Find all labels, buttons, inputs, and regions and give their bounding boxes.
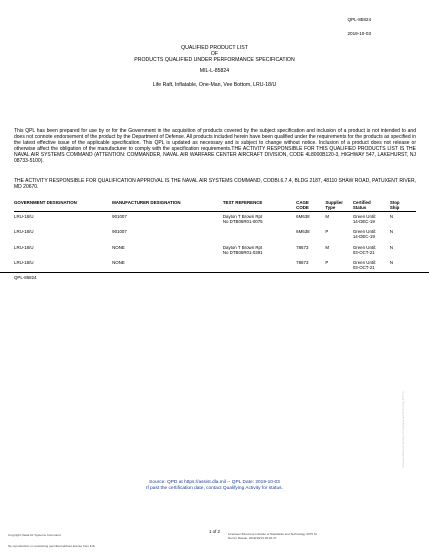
cell-gov: LRU-18/U bbox=[14, 244, 34, 250]
cell-gov: LRU-18/U bbox=[14, 259, 34, 265]
cell-supplier: P bbox=[325, 229, 329, 235]
table-row bbox=[14, 258, 416, 273]
cell-stop: N bbox=[389, 229, 393, 235]
col-mfr-designation: MANUFACTURER DESIGNATION bbox=[112, 200, 223, 212]
cell-supplier: P bbox=[325, 259, 329, 265]
cell-cage: 78673 bbox=[296, 259, 309, 265]
product-subtitle: Life Raft, Inflatable, One-Man, Vee Bottom, LRU-18/U bbox=[152, 81, 277, 88]
document-id: QPL-85824 bbox=[347, 17, 371, 22]
cell-cert: Green Until: 14-DEC-19 bbox=[352, 229, 377, 240]
license-watermark: Licensee=Dinsmore Institute of Standards and Technology 4970 St bbox=[402, 391, 405, 468]
table-bottom-rule bbox=[0, 272, 429, 273]
table-row bbox=[14, 227, 416, 242]
cell-mfr: NONE bbox=[112, 244, 125, 250]
cell-ref bbox=[223, 258, 296, 273]
col-cage-code: CAGE CODE bbox=[296, 200, 325, 212]
cell-ref: Dayton T Brown Rpt No DTB06R01-0391 bbox=[222, 244, 263, 255]
title-line-1: QUALIFIED PRODUCT LIST bbox=[181, 45, 248, 51]
cell-gov: LRU-18/U bbox=[14, 214, 34, 220]
cell-supplier: M bbox=[325, 244, 330, 250]
cell-mfr: 901007 bbox=[112, 229, 127, 235]
col-supplier-type: Supplier Type bbox=[325, 200, 353, 212]
footer-licensee: Licensee=Dinsmore Institute of Standards and Technology 4970 St bbox=[228, 532, 317, 536]
cell-supplier: M bbox=[325, 214, 330, 220]
cell-stop: N bbox=[389, 259, 393, 265]
cell-gov: LRU-18/U bbox=[14, 229, 34, 235]
col-test-reference: TEST REFERENCE bbox=[223, 200, 296, 212]
title-block bbox=[0, 45, 429, 88]
table-row bbox=[14, 243, 416, 258]
footer-source bbox=[0, 480, 429, 492]
document-date: 2019-10-03 bbox=[347, 31, 371, 36]
cell-cage: 6M638 bbox=[296, 214, 310, 220]
table-footer-id: QPL-85824 bbox=[14, 275, 37, 280]
cell-cert: Green Until: 03-OCT-21 bbox=[352, 259, 377, 270]
cell-stop: N bbox=[389, 244, 393, 250]
footer-no-reproduction: No reproduction or networking permitted without license from IHS bbox=[8, 544, 95, 548]
page-number: 1 of 2 bbox=[209, 529, 220, 534]
cell-ref bbox=[223, 227, 296, 242]
intro-paragraph: This QPL has been prepared for use by or for the Government in the acquisition of products covered by the subject specification and inclusion of a product is not intended to and does not connote endorsement of the product by the Department of Defense. All products included herein have been qualified under the requirements for the products as specified in the latest effective issue of the applicable specification. This QPL is updated as necessary and is subject to change without notice. Inclusion of a product does not release or otherwise affect the obligation of the manufacturer to comply with the specification requirements.THE ACTIVITY RESPONSIBLE FOR THIS QUALIFIED PRODUCTS LIST IS THE NAVAL AIR SYSTEMS COMMAND (ATTENTION: COMMANDER, NAVAL AIR WARFARE CENTER AIRCRAFT DIVISION, CODE 4L8000B120-3, HIGHWAY 547, LAKEHURST, NJ 08733-5100). bbox=[14, 128, 416, 165]
footer-note-line: If past the certification date, contact Qualifying Activity for status. bbox=[146, 485, 283, 491]
qpl-table bbox=[14, 200, 416, 273]
approval-paragraph: THE ACTIVITY RESPONSIBLE FOR QUALIFICATION APPROVAL IS THE NAVAL AIR SYSTEMS COMMAND, CODBI.6.7.4, BLDG 2187, 48110 SHAW ROAD, PATUXENT RIVER, MD 20670. bbox=[14, 178, 416, 191]
col-gov-designation: GOVERNMENT DESIGNATION bbox=[14, 200, 112, 212]
title-line-2: OF bbox=[210, 51, 219, 58]
col-certified-status: Certified Status bbox=[353, 200, 390, 212]
table-header-row bbox=[14, 200, 416, 212]
footer-not-for-resale: Not for Resale, 2019/10/13 03:22:47 bbox=[228, 536, 277, 540]
cell-ref: Dayton T Brown Rpt No DTB06R01-0075 bbox=[222, 214, 263, 225]
cell-stop: N bbox=[389, 214, 393, 220]
cell-cage: 78673 bbox=[296, 244, 309, 250]
cell-cert: Green Until: 14-DEC-19 bbox=[352, 214, 377, 225]
footer-source-line: Source: QPD at https://assist.dla.mil -- QPL Date: 2019-10-03 bbox=[149, 480, 280, 485]
cell-cage: 6M638 bbox=[296, 229, 310, 235]
table-row bbox=[14, 212, 416, 228]
title-line-3: PRODUCTS QUALIFIED UNDER PERFORMANCE SPECIFICATION bbox=[134, 57, 295, 64]
col-stop-ship: Stop Ship bbox=[390, 200, 416, 212]
cell-mfr: NONE bbox=[112, 259, 125, 265]
cell-cert: Green Until: 03-OCT-21 bbox=[352, 244, 377, 255]
footer-copyright: Copyright Naval Air Systems Command bbox=[8, 533, 61, 537]
spec-number: MIL-L-85824 bbox=[199, 67, 230, 74]
cell-mfr: 901007 bbox=[112, 214, 127, 220]
